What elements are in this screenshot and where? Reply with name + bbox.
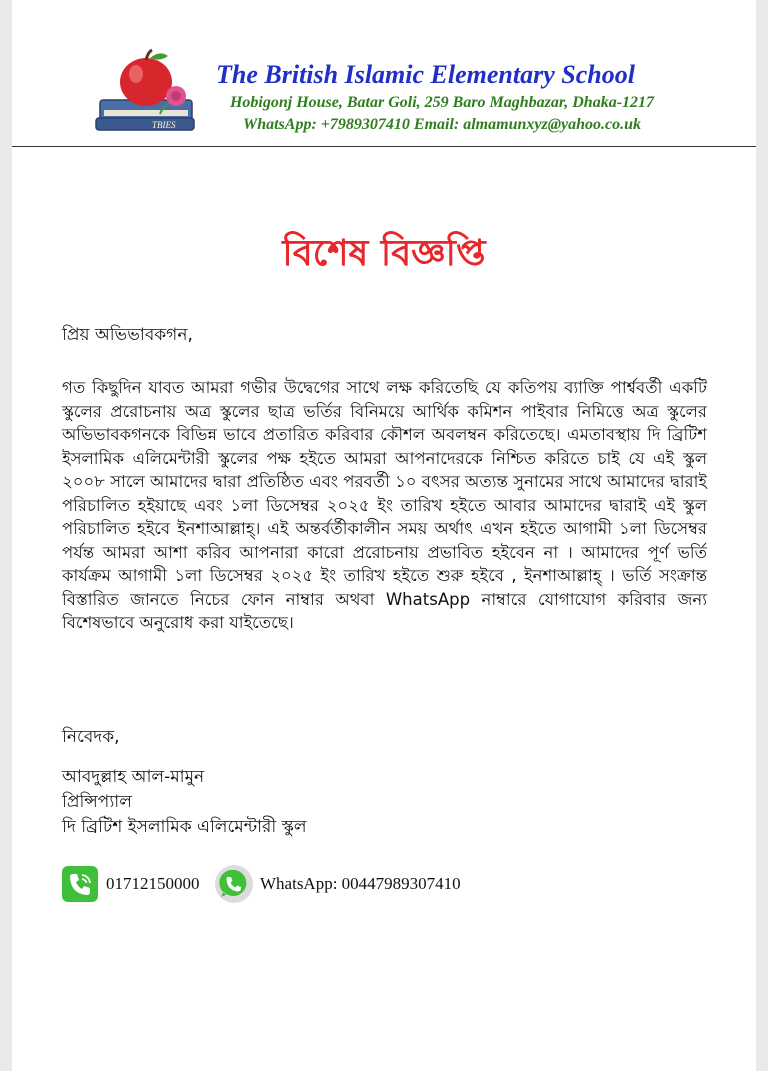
school-address: Hobigonj House, Batar Goli, 259 Baro Maghbazar, Dhaka-1217 <box>229 94 655 111</box>
whatsapp-number[interactable]: WhatsApp: 00447989307410 <box>260 874 461 893</box>
notice-greeting: প্রিয় অভিভাবকগন, <box>62 325 193 345</box>
signatory-school: দি ব্রিটিশ ইসলামিক এলিমেন্টারী স্কুল <box>62 817 307 837</box>
school-contact-line: WhatsApp: +7989307410 Email: almamunxyz@yahoo.co.uk <box>242 116 642 133</box>
notice-body: গত কিছুদিন যাবত আমরা গভীর উদ্বেগের সাথে লক্ষ করিতেছি যে কতিপয় ব্যাক্তি পার্শ্ববর্তী একটি স্কুলের প্ররোচনায় অত্র স্কুলের ছাত্র ভর্তির বিনিময়ে আর্থিক কমিশন পাইবার নিমিত্তে অত্র স্কুলের অভিভাবকগনকে বিভিন্ন ভাবে প্রতারিত করিবার কৌশল অবলম্বন করিতেছে। এমতাবস্থায় দি ব্রিটিশ ইসলামিক এলিমেন্টারী স্কুলের পক্ষ হইতে আমরা আপনাদেরকে নিশ্চিত করিতে চাই যে এই স্কুল ২০০৮ সালে আমাদের দ্বারা প্রতিষ্ঠিত এবং পরবর্তী ১০ বৎসর অত্যন্ত সুনামের সাথে আমাদের দ্বারাই পরিচালিত হইয়াছে এবং ১লা ডিসেম্বর ২০২৫ ইং তারিখ হইতে আবার আমাদের দ্বারাই এই স্কুল পরিচালিত হইবে ইনশাআল্লাহ্। এই অন্তর্বর্তীকালীন সময় অর্থাৎ এখন হইতে আগামী ১লা ডিসেম্বর পর্যন্ত আমরা আশা করিব আপনারা কারো প্ররোচনায় প্রভাবিত হইবেন না । আমাদের পূর্ণ ভর্তি কার্যক্রম আগামী ১লা ডিসেম্বর ২০২৫ ইং তারিখ হইতে শুরু হইবে , ইনশাআল্লাহ্ । ভর্তি সংক্রান্ত বিস্তারিত জানতে নিচের ফোন নাম্বার অথবা WhatsApp নাম্বারে যোগাযোগ করিবার জন্য বিশেষভাবে অনুরোধ করা যাইতেছে। <box>62 378 707 632</box>
signatory-name: আবদুল্লাহ আল-মামুন <box>62 767 205 787</box>
phone-number[interactable]: 01712150000 <box>106 874 200 893</box>
letterhead-divider <box>12 146 756 147</box>
notice-page <box>12 0 756 1071</box>
notice-title: বিশেষ বিজ্ঞপ্তি <box>282 233 486 274</box>
whatsapp-icon <box>214 864 254 904</box>
letterhead <box>12 0 756 150</box>
signature-block <box>62 765 307 840</box>
notice-signoff: নিবেদক, <box>62 727 120 747</box>
school-logo-icon <box>90 48 210 134</box>
signatory-title: প্রিন্সিপ্যাল <box>62 792 132 812</box>
phone-icon <box>62 866 98 902</box>
contact-row <box>62 864 562 904</box>
school-name: The British Islamic Elementary School <box>216 60 635 89</box>
logo-text: TBIES <box>152 120 176 130</box>
